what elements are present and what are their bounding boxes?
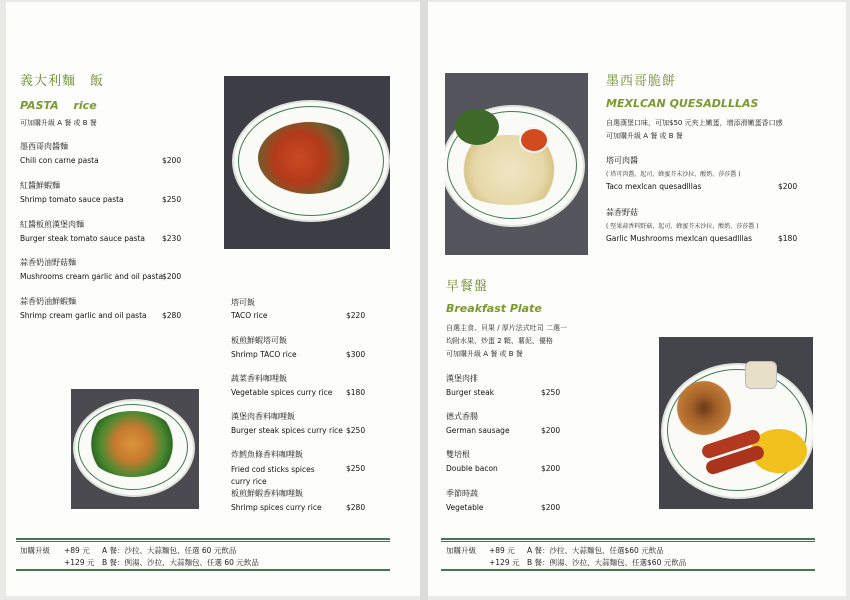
breakfast-item-price: $200 xyxy=(541,464,561,473)
quesadilla-title-en: MEXLCAN QUESADLLLAS xyxy=(606,97,759,110)
quesadilla-item-desc: ( 塔可肉醬、起司、蜂蜜芥末沙拉、酸奶、莎莎醬 ) xyxy=(606,171,741,178)
breakfast-title-cn: 早餐盤 xyxy=(446,279,489,294)
quesadilla-item-cn: 蒜香野菇 xyxy=(606,208,638,217)
rice-item-price: $180 xyxy=(346,388,366,397)
breakfast-item-cn: 雙培根 xyxy=(446,450,470,459)
quesadilla-item-price: $180 xyxy=(778,234,798,243)
shrimp-pasta-photo xyxy=(224,76,390,249)
rice-item-en: Shrimp spices curry rice xyxy=(231,503,322,512)
breakfast-title-en: Breakfast Plate xyxy=(446,302,542,315)
pasta-item-price: $230 xyxy=(162,234,182,243)
pasta-item-en: Shrimp cream garlic and oil pasta xyxy=(20,311,147,320)
breakfast-item-price: $200 xyxy=(541,503,561,512)
footer-divider xyxy=(16,538,390,540)
breakfast-note: 均附水果、炒蛋 2 顆、薯泥、優格 xyxy=(446,337,553,345)
set-b-price: +129 元 xyxy=(64,558,95,567)
pasta-item-en: Mushrooms cream garlic and oil pasta xyxy=(20,272,164,281)
breakfast-item-price: $200 xyxy=(541,426,561,435)
pasta-item-cn: 蒜香奶油野菇麵 xyxy=(20,258,76,267)
quesadilla-upgrade-note: 可加購升級 A 餐 或 B 餐 xyxy=(606,132,683,140)
quesadilla-item-en: Garlic Mushrooms mexlcan quesadlllas xyxy=(606,234,753,243)
pasta-item-cn: 紅醬鮮蝦麵 xyxy=(20,181,60,190)
set-b-price: +129 元 xyxy=(489,558,520,567)
rice-item-cn: 漢堡肉香料咖哩飯 xyxy=(231,412,295,421)
set-a-price: +89 元 xyxy=(489,546,515,555)
breakfast-item-en: Vegetable xyxy=(446,503,484,512)
quesadilla-item-en: Taco mexlcan quesadlllas xyxy=(606,182,702,191)
rice-item-en: Burger steak spices curry rice xyxy=(231,426,343,435)
pasta-item-price: $200 xyxy=(162,156,182,165)
pasta-title-en: PASTA rice xyxy=(20,99,97,112)
set-b-desc: B 餐：例湯、沙拉、大蒜麵包、任選 60 元飲品 xyxy=(102,558,259,567)
footer-divider xyxy=(441,538,815,540)
rice-item-en: Fried cod sticks spices curry rice xyxy=(231,465,315,486)
rice-item-price: $300 xyxy=(346,350,366,359)
salad-rice-photo xyxy=(71,389,199,509)
set-a-desc: A 餐：沙拉、大蒜麵包、任選 60 元飲品 xyxy=(102,546,237,555)
breakfast-item-en: German sausage xyxy=(446,426,510,435)
book-spine xyxy=(420,0,428,600)
rice-item-price: $280 xyxy=(346,503,366,512)
upgrade-label: 加購升級 xyxy=(20,546,50,555)
rice-item-en: TACO rice xyxy=(231,311,268,320)
breakfast-item-en: Double bacon xyxy=(446,464,498,473)
breakfast-plate-photo xyxy=(659,337,813,509)
footer-divider xyxy=(16,541,390,542)
breakfast-item-price: $250 xyxy=(541,388,561,397)
pasta-item-en: Chili con carne pasta xyxy=(20,156,99,165)
breakfast-item-cn: 漢堡肉排 xyxy=(446,374,478,383)
pasta-item-cn: 紅醬板煎漢堡肉麵 xyxy=(20,220,84,229)
quesadilla-item-cn: 塔可肉醬 xyxy=(606,156,638,165)
pasta-item-price: $200 xyxy=(162,272,182,281)
upgrade-label: 加購升級 xyxy=(446,546,476,555)
quesadilla-photo xyxy=(445,73,588,255)
footer-divider xyxy=(441,541,815,542)
pasta-title-cn: 義大利麵 飯 xyxy=(20,74,105,89)
set-a-price: +89 元 xyxy=(64,546,90,555)
rice-item-cn: 炸鱈魚條香料咖哩飯 xyxy=(231,450,303,459)
footer-divider xyxy=(441,569,815,571)
rice-item-price: $250 xyxy=(346,426,366,435)
rice-item-price: $250 xyxy=(346,464,366,473)
rice-item-cn: 板煎鮮蝦塔可飯 xyxy=(231,336,287,345)
breakfast-item-cn: 德式香腸 xyxy=(446,412,478,421)
rice-item-cn: 蔬菜香料咖哩飯 xyxy=(231,374,287,383)
rice-item-en: Shrimp TACO rice xyxy=(231,350,297,359)
breakfast-upgrade-note: 可加購升級 A 餐 或 B 餐 xyxy=(446,350,523,358)
rice-item-cn: 板煎鮮蝦香料咖哩飯 xyxy=(231,489,303,498)
pasta-item-en: Shrimp tomato sauce pasta xyxy=(20,195,124,204)
quesadilla-title-cn: 墨西哥脆餅 xyxy=(606,74,677,89)
breakfast-item-cn: 季節時蔬 xyxy=(446,489,478,498)
quesadilla-item-desc: ( 堅果蒜香料野菇、起司、蜂蜜芥末沙拉、酸奶、莎莎醬 ) xyxy=(606,223,759,230)
quesadilla-note: 自選漢堡口味，可加$50 元夾上嫩蛋，增添滑嫩蛋香口感 xyxy=(606,119,783,127)
pasta-item-cn: 蒜香奶油鮮蝦麵 xyxy=(20,297,76,306)
rice-item-price: $220 xyxy=(346,311,366,320)
pasta-item-cn: 墨西哥肉醬麵 xyxy=(20,142,68,151)
footer-divider xyxy=(16,569,390,571)
pasta-item-price: $280 xyxy=(162,311,182,320)
breakfast-item-en: Burger steak xyxy=(446,388,495,397)
rice-item-cn: 塔可飯 xyxy=(231,298,255,307)
pasta-upgrade-note: 可加購升級 A 餐 或 B 餐 xyxy=(20,119,97,127)
breakfast-note: 自選主食、貝果 / 厚片法式吐司 二選一 xyxy=(446,324,568,332)
rice-item-en: Vegetable spices curry rice xyxy=(231,388,333,397)
quesadilla-item-price: $200 xyxy=(778,182,798,191)
pasta-item-en: Burger steak tomato sauce pasta xyxy=(20,234,146,243)
pasta-item-price: $250 xyxy=(162,195,182,204)
set-b-desc: B 餐：例湯、沙拉、大蒜麵包、任選$60 元飲品 xyxy=(527,558,687,567)
set-a-desc: A 餐：沙拉、大蒜麵包、任選$60 元飲品 xyxy=(527,546,664,555)
